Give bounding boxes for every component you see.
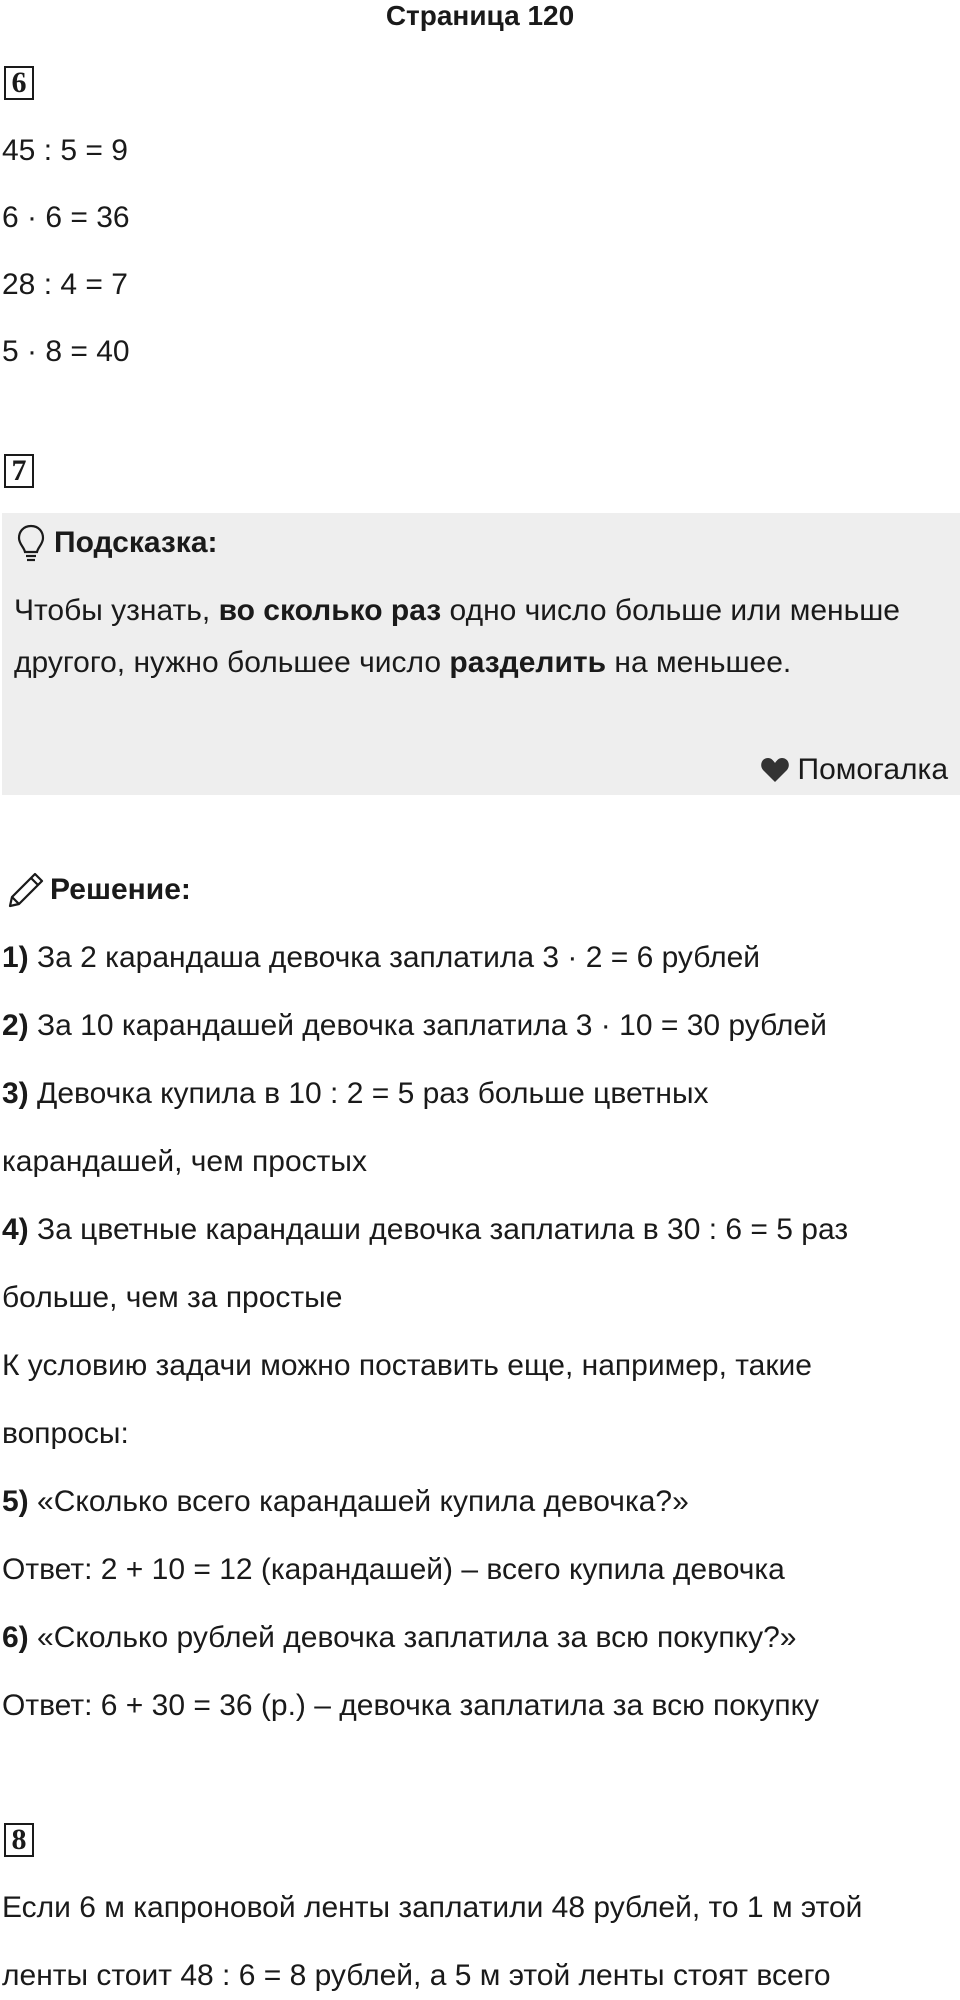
solution-line <box>2 940 760 976</box>
solution-title: Решение: <box>50 873 191 906</box>
step-text: «Сколько рублей девочка заплатила за всю покупку?» <box>28 1621 797 1654</box>
task-6-line: 5 · 8 = 40 <box>2 335 130 368</box>
task-8-number: 8 <box>4 1823 34 1857</box>
step-number: 4) <box>2 1213 29 1246</box>
hint-text-part: Чтобы узнать, <box>14 594 219 627</box>
solution-line <box>2 1484 689 1520</box>
solution-line <box>2 1620 796 1656</box>
lightbulb-icon <box>16 523 46 563</box>
task-7-number: 7 <box>4 454 34 488</box>
step-text: За цветные карандаши девочка заплатила в 30 : 6 = 5 раз <box>28 1213 849 1246</box>
hint-box <box>2 513 960 795</box>
task-6-number: 6 <box>4 66 34 100</box>
solution-line <box>2 1688 819 1724</box>
step-text: вопросы: <box>2 1417 129 1450</box>
brand-name: Помогалка <box>797 753 948 786</box>
solution-line <box>2 1076 709 1112</box>
step-text: К условию задачи можно поставить еще, например, такие <box>2 1349 812 1382</box>
step-number: 5) <box>2 1485 29 1518</box>
step-number: 6) <box>2 1621 29 1654</box>
step-text: Ответ: 2 + 10 = 12 (карандашей) – всего купила девочка <box>2 1553 785 1586</box>
page-title: Страница 120 <box>385 0 575 31</box>
solution-line <box>2 1144 367 1180</box>
pencil-icon <box>6 870 46 910</box>
step-text: Ответ: 6 + 30 = 36 (р.) – девочка заплатила за всю покупку <box>2 1689 820 1722</box>
step-number: 2) <box>2 1009 29 1042</box>
solution-line <box>2 1212 848 1248</box>
heart-icon <box>760 757 790 783</box>
step-text: «Сколько всего карандашей купила девочка?» <box>28 1485 689 1518</box>
solution-header <box>6 870 191 910</box>
task-8-line: ленты стоит 48 : 6 = 8 рублей, а 5 м этой ленты стоят всего <box>2 1959 831 1992</box>
solution-line <box>2 1552 785 1588</box>
task-8-line: Если 6 м капроновой ленты заплатили 48 рублей, то 1 м этой <box>2 1891 863 1924</box>
task-6-line: 45 : 5 = 9 <box>2 134 128 167</box>
step-text: карандашей, чем простых <box>2 1145 367 1178</box>
step-text: За 2 карандаша девочка заплатила 3 · 2 = 6 рублей <box>28 941 761 974</box>
hint-text-bold: во сколько раз <box>218 594 442 627</box>
hint-title: Подсказка: <box>54 526 218 559</box>
solution-line <box>2 1416 129 1452</box>
step-number: 1) <box>2 941 29 974</box>
hint-text-part: на меньшее. <box>606 646 792 679</box>
hint-text-part: одно число больше или меньше другого, нужно большее число <box>14 594 900 679</box>
step-number: 3) <box>2 1077 29 1110</box>
task-6-line: 6 · 6 = 36 <box>2 201 130 234</box>
hint-text <box>14 585 934 689</box>
hint-text-bold: разделить <box>449 646 607 679</box>
solution-line <box>2 1008 827 1044</box>
step-text: Девочка купила в 10 : 2 = 5 раз больше цветных <box>28 1077 709 1110</box>
hint-header <box>16 523 218 563</box>
task-6-line: 28 : 4 = 7 <box>2 268 128 301</box>
brand-label[interactable] <box>760 753 949 787</box>
step-text: За 10 карандашей девочка заплатила 3 · 10 = 30 рублей <box>28 1009 827 1042</box>
solution-line <box>2 1280 342 1316</box>
solution-line <box>2 1348 812 1384</box>
step-text: больше, чем за простые <box>2 1281 343 1314</box>
